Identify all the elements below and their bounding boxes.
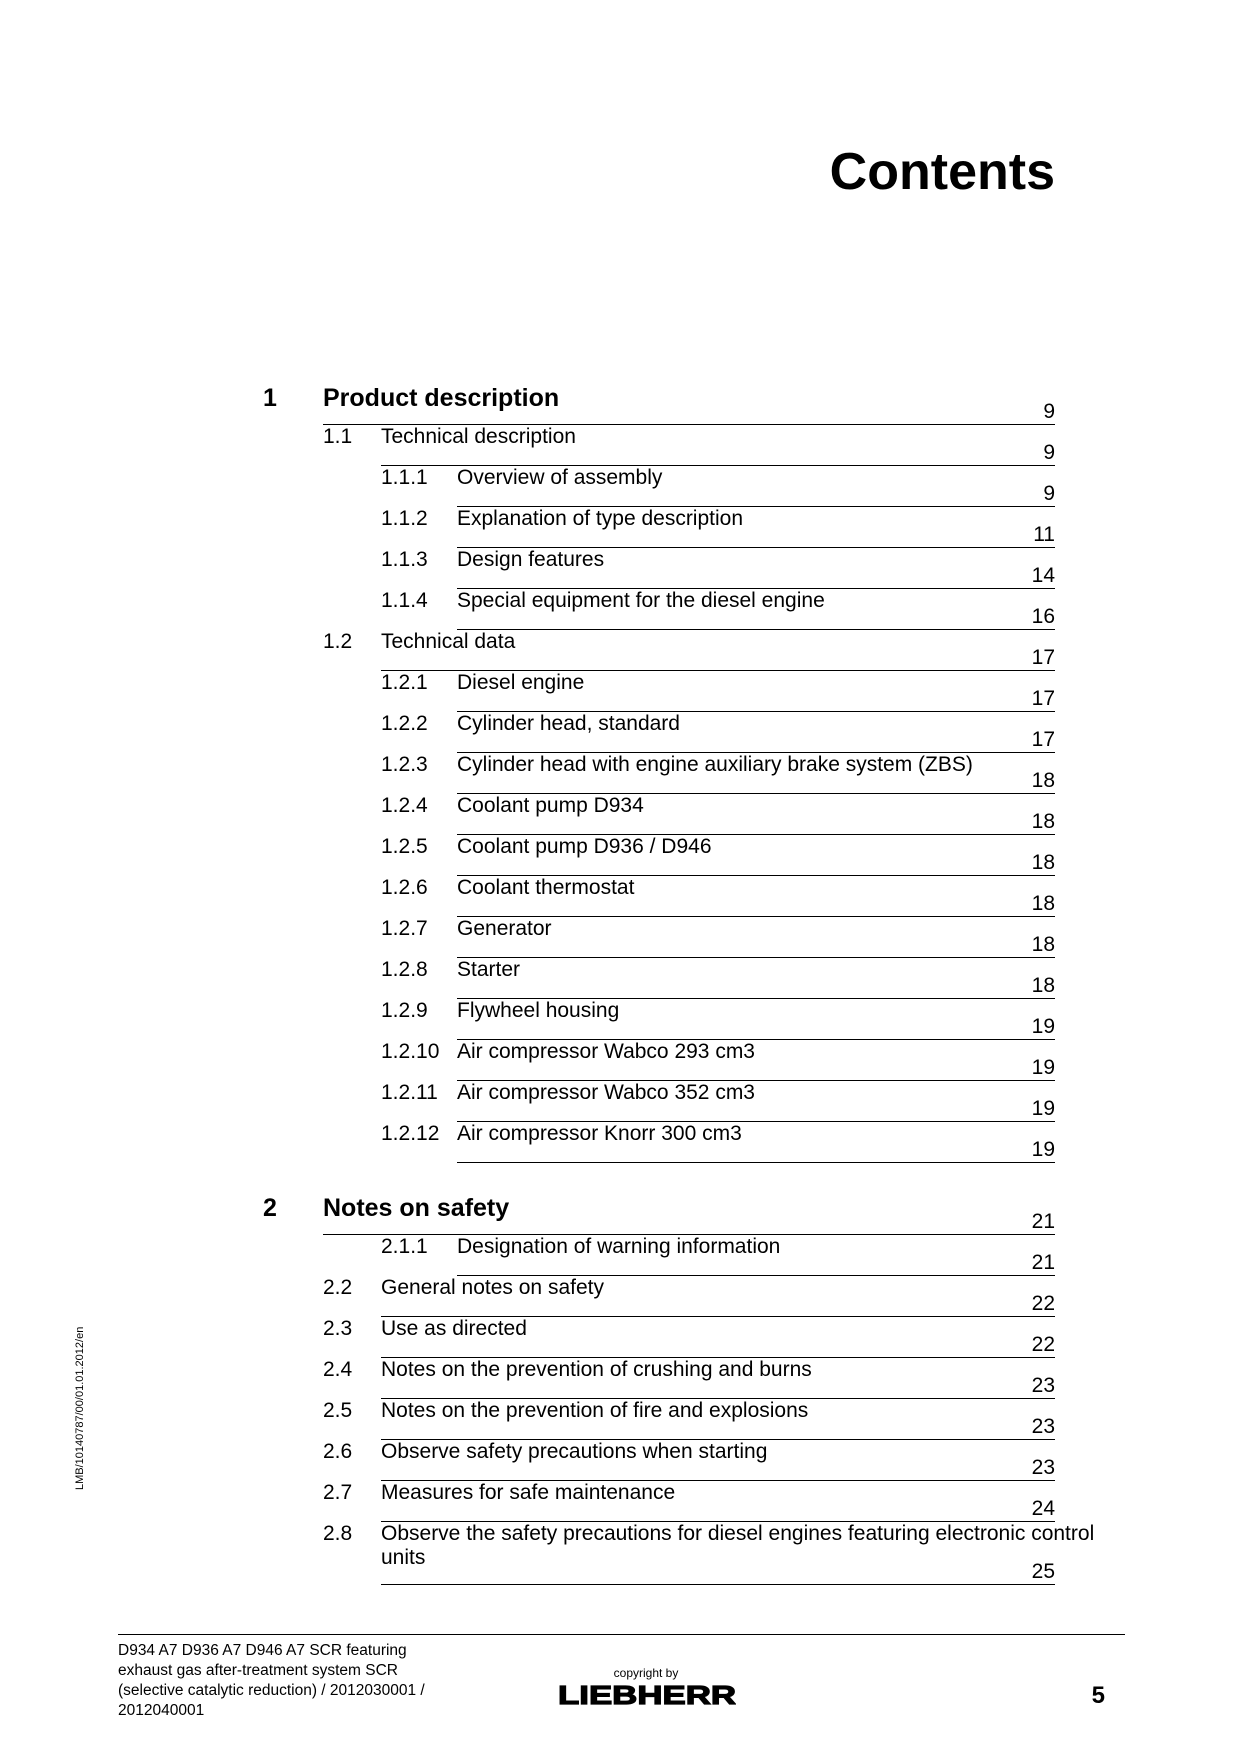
footer-line: (selective catalytic reduction) / 2012030001 / <box>118 1682 425 1699</box>
toc-entry-number: 1.2.4 <box>381 794 428 817</box>
toc-entry-number: 1.2.2 <box>381 712 428 735</box>
toc-entry-page: 17 <box>1031 646 1055 669</box>
toc-entry-page: 22 <box>1031 1292 1055 1315</box>
toc-entry[interactable] <box>0 384 1055 425</box>
toc-entry[interactable] <box>0 958 1055 999</box>
toc-entry-page: 23 <box>1031 1456 1055 1479</box>
footer-document-title <box>118 1641 458 1721</box>
toc-entry-title-continued: units <box>381 1546 426 1569</box>
toc-entry[interactable] <box>0 753 1055 794</box>
toc-entry-number: 1.2.5 <box>381 835 428 858</box>
document-code: LMB/10140787/00/01.01.2012/en <box>74 1326 86 1490</box>
toc-entry-number: 1.1.1 <box>381 466 428 489</box>
toc-entry-number: 1.2.8 <box>381 958 428 981</box>
liebherr-logo-text: LIEBHERR <box>558 1682 736 1706</box>
toc-entry-title: Special equipment for the diesel engine <box>457 589 825 612</box>
toc-entry-title: Diesel engine <box>457 671 585 694</box>
toc-entry[interactable] <box>0 999 1055 1040</box>
toc-entry-page: 19 <box>1031 1056 1055 1079</box>
toc-entry[interactable] <box>0 425 1055 466</box>
toc-entry-title: Technical data <box>381 630 516 653</box>
toc-entry-number: 2.8 <box>323 1522 353 1545</box>
toc-entry-title: Coolant pump D936 / D946 <box>457 835 712 858</box>
toc-entry-title: Air compressor Wabco 293 cm3 <box>457 1040 755 1063</box>
toc-entry-page: 19 <box>1031 1015 1055 1038</box>
toc-entry-number: 1 <box>263 384 277 412</box>
toc-entry[interactable] <box>0 1194 1055 1235</box>
copyright-label: copyright by <box>613 1666 679 1680</box>
toc-entry-page: 18 <box>1031 892 1055 915</box>
toc-entry[interactable] <box>0 1040 1055 1081</box>
toc-entry-title: Explanation of type description <box>457 507 744 530</box>
toc-entry[interactable] <box>0 876 1055 917</box>
toc-entry-title: Designation of warning information <box>457 1235 781 1258</box>
toc-entry-page: 21 <box>1031 1251 1055 1274</box>
toc-entry[interactable] <box>0 589 1055 630</box>
toc-entry[interactable] <box>0 1317 1055 1358</box>
toc-entry-page: 23 <box>1031 1415 1055 1438</box>
toc-entry-title: Observe the safety precautions for diesel engines featuring electronic control <box>381 1522 1095 1545</box>
toc-entry-title: Cylinder head, standard <box>457 712 680 735</box>
toc-entry[interactable] <box>0 1276 1055 1317</box>
toc-entry-page: 17 <box>1031 687 1055 710</box>
toc-entry-page: 25 <box>1031 1560 1055 1583</box>
toc-entry-number: 2.4 <box>323 1358 353 1381</box>
toc-entry-title: Measures for safe maintenance <box>381 1481 676 1504</box>
toc-entry-title: Use as directed <box>381 1317 527 1340</box>
toc-entry-number: 2.3 <box>323 1317 353 1340</box>
page-title: Contents <box>829 143 1055 201</box>
toc-entry[interactable] <box>0 917 1055 958</box>
toc-entry[interactable] <box>0 1481 1055 1522</box>
toc-entry-title: Technical description <box>381 425 576 448</box>
toc-entry[interactable] <box>0 712 1055 753</box>
toc-entry-title: Coolant pump D934 <box>457 794 644 817</box>
footer-line: exhaust gas after-treatment system SCR <box>118 1662 398 1679</box>
toc-entry-title: Generator <box>457 917 552 940</box>
toc-entry-title: Coolant thermostat <box>457 876 635 899</box>
toc-entry-number: 2.1.1 <box>381 1235 428 1258</box>
toc-entry-title: Flywheel housing <box>457 999 620 1022</box>
toc-entry-title: Air compressor Knorr 300 cm3 <box>457 1122 742 1145</box>
toc-entry[interactable] <box>0 671 1055 712</box>
toc-entry[interactable] <box>0 835 1055 876</box>
toc-entry-number: 1.1.2 <box>381 507 428 530</box>
toc-entry-page: 19 <box>1031 1097 1055 1120</box>
toc-entry[interactable] <box>0 794 1055 835</box>
toc-entry[interactable] <box>0 1522 1095 1585</box>
toc-entry[interactable] <box>0 1358 1055 1399</box>
toc-entry-title: Overview of assembly <box>457 466 663 489</box>
toc-entry-page: 9 <box>1043 441 1055 464</box>
toc-entry[interactable] <box>0 548 1055 589</box>
toc-entry[interactable] <box>0 507 1055 548</box>
page-number: 5 <box>1091 1682 1105 1709</box>
toc-entry-page: 18 <box>1031 810 1055 833</box>
toc-entry-page: 22 <box>1031 1333 1055 1356</box>
toc-entry-title: Notes on the prevention of crushing and burns <box>381 1358 812 1381</box>
toc-entry-number: 1.2.11 <box>381 1081 438 1104</box>
toc-entry[interactable] <box>0 630 1055 671</box>
toc-entry-page: 11 <box>1033 523 1055 546</box>
toc-entry-title: Design features <box>457 548 605 571</box>
toc-entry-title: Product description <box>323 384 560 412</box>
toc-entry-page: 18 <box>1031 974 1055 997</box>
toc-entry-page: 18 <box>1031 769 1055 792</box>
toc-entry[interactable] <box>0 1440 1055 1481</box>
toc-entry-number: 1.2.10 <box>381 1040 440 1063</box>
toc-entry[interactable] <box>0 466 1055 507</box>
toc-entry-page: 16 <box>1031 605 1055 628</box>
toc-entry-page: 18 <box>1031 933 1055 956</box>
toc-entry-number: 1.2.3 <box>381 753 428 776</box>
toc-entry-number: 1.2.9 <box>381 999 428 1022</box>
toc-entry[interactable] <box>0 1235 1055 1276</box>
toc-entry-page: 24 <box>1031 1497 1055 1520</box>
toc-entry-page: 19 <box>1031 1138 1055 1161</box>
toc-entry-number: 1.2.12 <box>381 1122 440 1145</box>
liebherr-logo <box>558 1682 736 1706</box>
toc-entry[interactable] <box>0 1122 1055 1163</box>
footer-line: D934 A7 D936 A7 D946 A7 SCR featuring <box>118 1642 407 1659</box>
toc-entry-number: 2.2 <box>323 1276 353 1299</box>
toc-entry-title: General notes on safety <box>381 1276 604 1299</box>
toc-entry-title: Notes on safety <box>323 1194 510 1222</box>
toc-entry-page: 21 <box>1031 1210 1055 1233</box>
toc-entry-number: 2.6 <box>323 1440 353 1463</box>
toc-entry-title: Air compressor Wabco 352 cm3 <box>457 1081 755 1104</box>
footer-line: 2012040001 <box>118 1702 205 1719</box>
toc-entry-title: Notes on the prevention of fire and explosions <box>381 1399 809 1422</box>
toc-entry-number: 1.1.4 <box>381 589 428 612</box>
toc-entry-number: 1.1.3 <box>381 548 428 571</box>
toc-entry-rule <box>381 1584 1055 1585</box>
toc-entry-number: 2.5 <box>323 1399 353 1422</box>
toc-entry[interactable] <box>0 1399 1055 1440</box>
toc-entry-number: 1.2 <box>323 630 353 653</box>
toc-entry-number: 1.2.6 <box>381 876 428 899</box>
toc-entry-number: 2.7 <box>323 1481 353 1504</box>
toc-entry-page: 9 <box>1043 482 1055 505</box>
toc-entry-rule <box>457 1162 1055 1163</box>
toc-entry-number: 1.2.1 <box>381 671 428 694</box>
toc-entry-title: Starter <box>457 958 521 981</box>
toc-entry-page: 17 <box>1031 728 1055 751</box>
footer-divider <box>118 1634 1125 1635</box>
toc-entry-page: 14 <box>1031 564 1055 587</box>
toc-entry-page: 18 <box>1031 851 1055 874</box>
toc-entry-number: 2 <box>263 1194 277 1222</box>
toc-entry-number: 1.1 <box>323 425 353 448</box>
toc-entry-title: Observe safety precautions when starting <box>381 1440 768 1463</box>
toc-entry-title: Cylinder head with engine auxiliary brake system (ZBS) <box>457 753 973 776</box>
toc-entry-number: 1.2.7 <box>381 917 428 940</box>
toc-entry-page: 23 <box>1031 1374 1055 1397</box>
toc-entry[interactable] <box>0 1081 1055 1122</box>
toc-entry-page: 9 <box>1043 400 1055 423</box>
